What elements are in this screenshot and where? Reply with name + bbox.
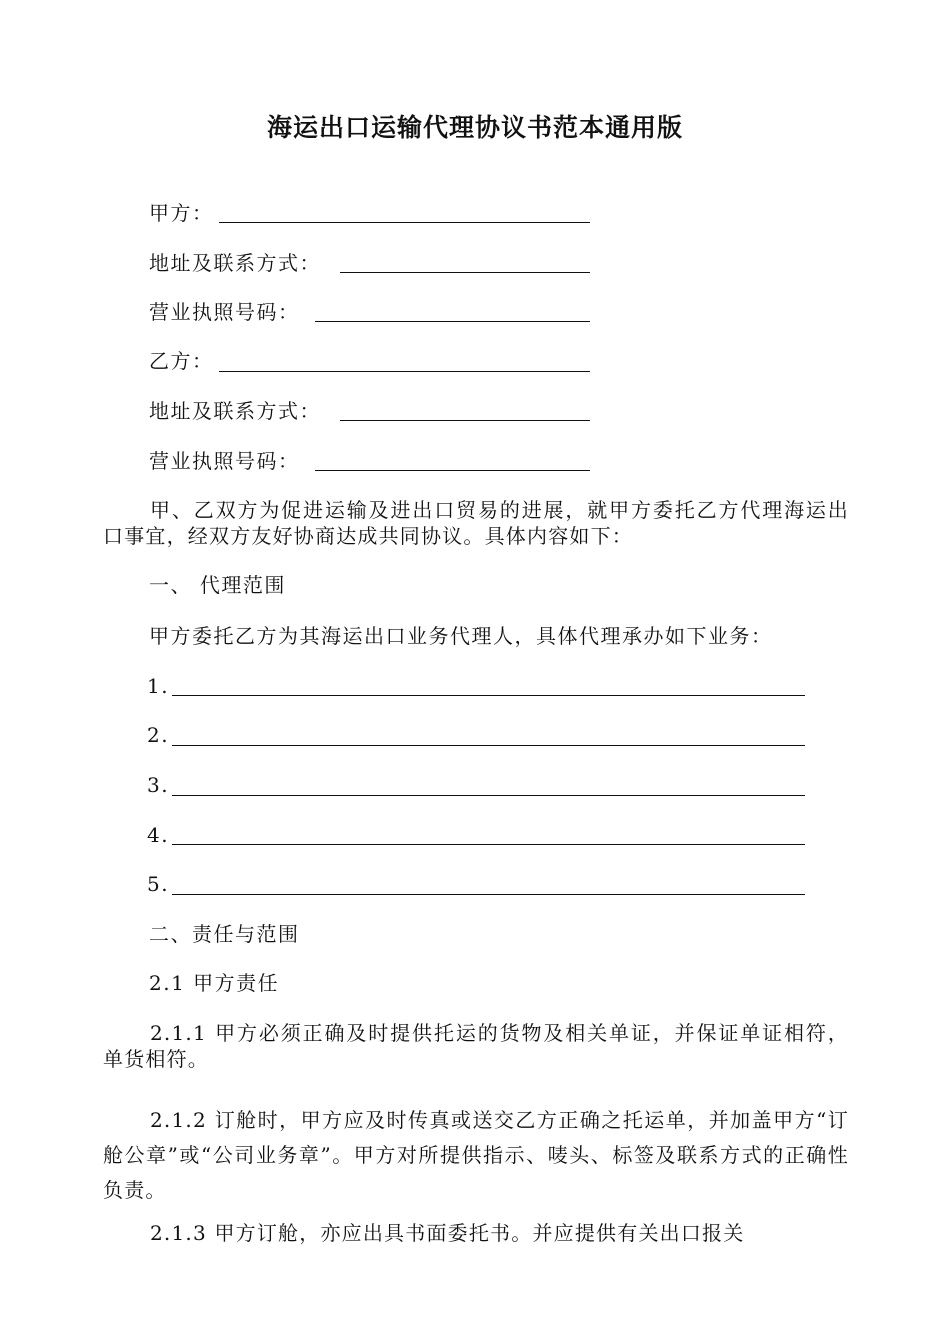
clause-2-1-3: 2.1.3 甲方订舱，亦应出具书面委托书。并应提供有关出口报关 [150,1221,745,1245]
item-1-number: 1. [147,674,170,698]
party-b-address-blank[interactable] [340,420,590,421]
section1-heading: 一、 代理范围 [149,573,286,597]
item-4-number: 4. [147,823,170,847]
section2-sub-heading: 2.1 甲方责任 [149,971,280,995]
clause-2-1-2: 2.1.2 订舱时，甲方应及时传真或送交乙方正确之托运单，并加盖甲方“订舱公章”或“公司业务章”。甲方对所提供指示、唛头、标签及联系方式的正确性负责。 [103,1108,849,1202]
intro-paragraph: 甲、乙双方为促进运输及进出口贸易的进展，就甲方委托乙方代理海运出口事宜，经双方友好协商达成共同协议。具体内容如下： [103,498,849,548]
item-2-blank[interactable] [172,745,805,746]
party-b-license-label: 营业执照号码： [149,449,300,473]
party-a-license-blank[interactable] [315,321,590,322]
party-b-address-label: 地址及联系方式： [149,399,321,423]
party-a-label: 甲方： [149,201,214,225]
party-b-blank[interactable] [219,371,590,372]
party-a-address-label: 地址及联系方式： [149,251,321,275]
document-title: 海运出口运输代理协议书范本通用版 [266,113,683,142]
section1-text: 甲方委托乙方为其海运出口业务代理人，具体代理承办如下业务： [149,624,773,648]
item-5-number: 5. [147,872,170,896]
item-4-blank[interactable] [172,844,805,845]
item-3-blank[interactable] [172,795,805,796]
party-b-license-blank[interactable] [315,470,590,471]
section2-heading: 二、责任与范围 [149,922,300,946]
item-2-number: 2. [147,723,170,747]
item-5-blank[interactable] [172,894,805,895]
item-1-blank[interactable] [172,695,805,696]
clause-2-1-1: 2.1.1 甲方必须正确及时提供托运的货物及相关单证，并保证单证相符，单货相符。 [103,1021,849,1071]
party-a-license-label: 营业执照号码： [149,300,300,324]
item-3-number: 3. [147,773,170,797]
party-b-label: 乙方： [149,349,214,373]
party-a-address-blank[interactable] [340,272,590,273]
party-a-blank[interactable] [219,222,590,223]
